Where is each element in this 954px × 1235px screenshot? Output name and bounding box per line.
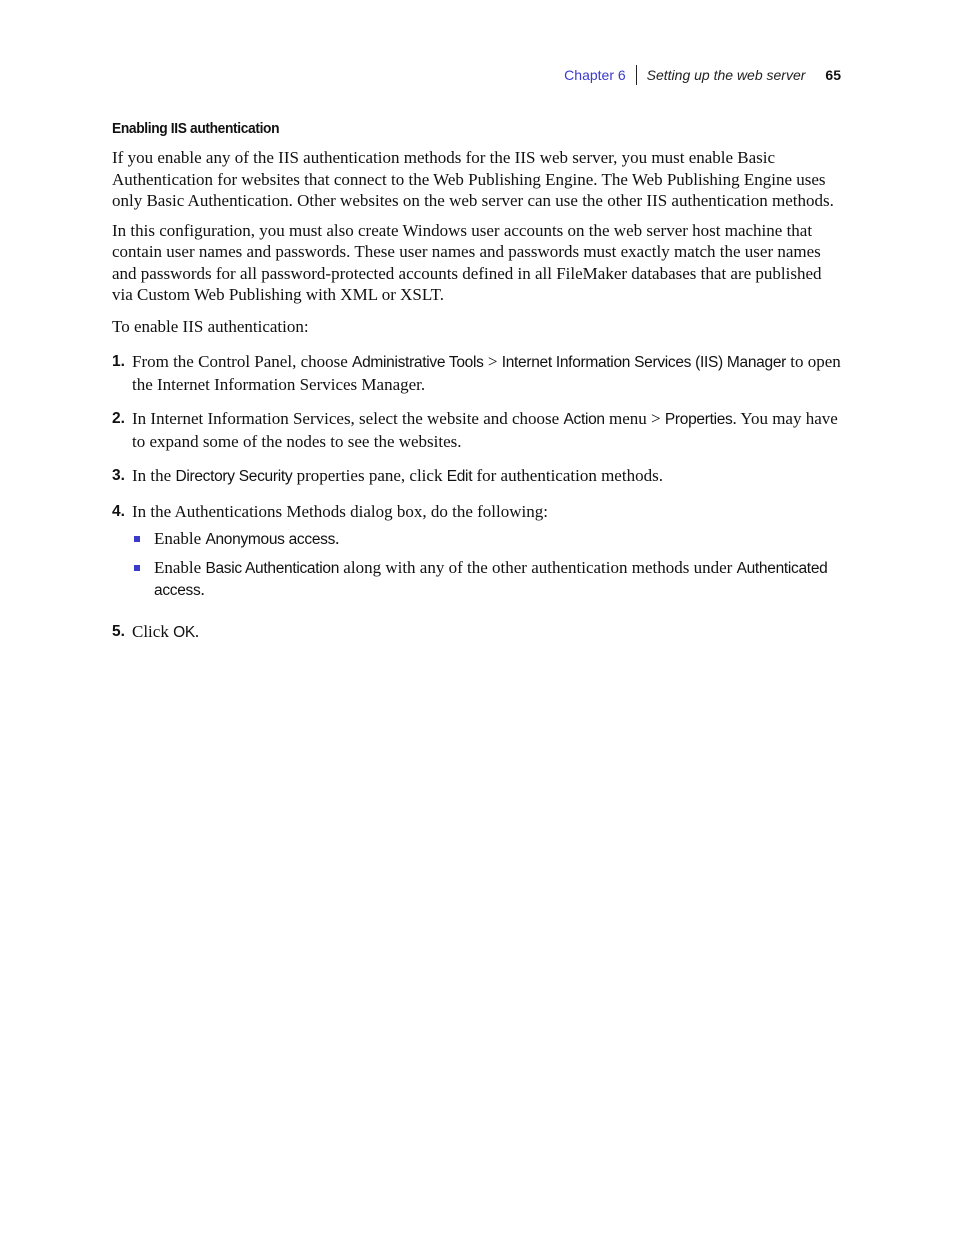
step-3 [112, 465, 842, 488]
chapter-label: Chapter 6 [564, 67, 626, 83]
step-2 [112, 408, 842, 452]
steps-list [112, 351, 842, 643]
page-number: 65 [825, 67, 841, 83]
paragraph-accounts: In this configuration, you must also create Windows user accounts on the web server host machine that contain user names and passwords. These user names and passwords must exactly match the user names and passwords for all password-protected accounts defined in all FileMaker databases that are published via Custom Web Publishing with XML or XSLT. [112, 220, 822, 304]
section-heading: Enabling IIS authentication [112, 120, 280, 137]
ui-term: Basic Authentication [205, 559, 340, 577]
text-run: In Internet Information Services, select the website and choose [132, 409, 564, 428]
text-run: . You may have to expand some of the nodes to see the websites. [132, 409, 838, 451]
bullet-text [154, 528, 339, 551]
bullet-square-icon [134, 536, 140, 542]
text-run: From the Control Panel, choose [132, 352, 353, 371]
step-text [132, 351, 842, 395]
step-number: 4. [112, 502, 125, 520]
step-text [132, 408, 842, 452]
text-run: to open the Internet Information Services Manager. [132, 352, 841, 394]
section-title: Setting up the web server [646, 67, 806, 83]
text-run: Enable [154, 557, 206, 577]
bullet-text [154, 557, 842, 602]
step-number: 5. [112, 622, 125, 640]
step-number: 3. [112, 467, 125, 484]
step-4 [112, 501, 842, 608]
step-number: 2. [112, 410, 125, 427]
bullet-square-icon [134, 565, 140, 571]
bullet-list [132, 528, 842, 602]
bullet-item [132, 557, 842, 602]
step-text [132, 465, 842, 488]
text-run: properties pane, click [292, 466, 447, 485]
text-run: Click [132, 621, 174, 641]
text-run: . [194, 621, 200, 641]
ui-term: Action [563, 411, 605, 428]
text-run: along with any of the other authentication methods under [339, 557, 737, 577]
ui-term: Anonymous access [205, 531, 336, 548]
step-text [132, 501, 842, 608]
header-divider [636, 65, 637, 85]
text-run: for authentication methods. [472, 466, 663, 485]
step-number: 1. [112, 353, 125, 370]
step-5 [112, 621, 842, 644]
text-run: menu > [604, 409, 665, 428]
ui-term: Directory Security [175, 468, 293, 485]
ui-term: Internet Information Services (IIS) Manager [501, 354, 786, 371]
page-content [112, 120, 842, 656]
running-header [564, 64, 841, 86]
step-1 [112, 351, 842, 395]
ui-term: Authenticated access [154, 559, 828, 599]
text-run: > [483, 352, 502, 371]
text-run: . [335, 529, 340, 548]
text-run: Enable [154, 529, 206, 548]
step-text [132, 621, 842, 644]
text-run: In the [132, 466, 176, 485]
text-run: In the Authentications Methods dialog box, do the following: [132, 501, 548, 521]
ui-term: OK [173, 623, 195, 641]
ui-term: Administrative Tools [352, 354, 484, 371]
paragraph-lead-in: To enable IIS authentication: [112, 316, 309, 336]
ui-term: Edit [446, 468, 473, 485]
bullet-item [132, 528, 842, 551]
text-run: . [200, 580, 205, 599]
paragraph-intro: If you enable any of the IIS authentication methods for the IIS web server, you must enable Basic Authentication for websites that connect to the Web Publishing Engine. The Web Publishing Engine uses only Basic Authentication. Other websites on the web server can use the other IIS authentication methods. [112, 148, 834, 210]
ui-term: Properties [664, 411, 733, 428]
